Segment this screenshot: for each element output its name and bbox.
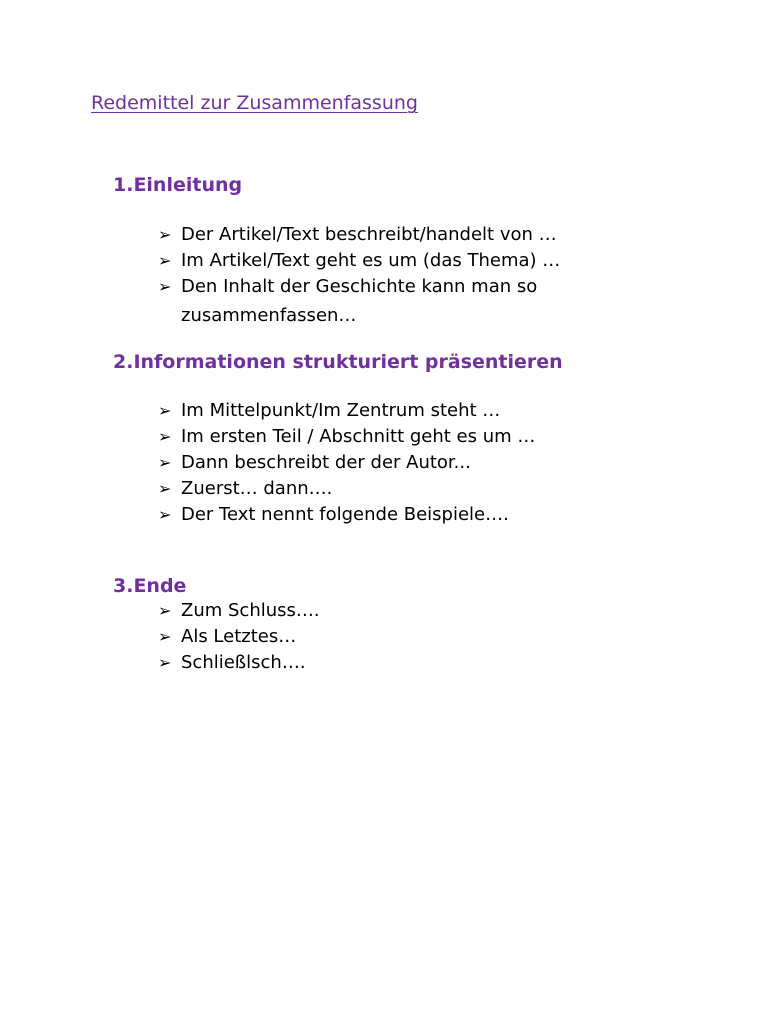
list-item-text: Im Mittelpunkt/Im Zentrum steht … (181, 400, 501, 421)
list-item (158, 274, 560, 332)
bullet-list-einleitung (158, 222, 560, 332)
arrow-bullet-icon: ➢ (158, 653, 172, 672)
list-item-text: Zuerst… dann…. (181, 478, 333, 499)
list-item-text: Der Artikel/Text beschreibt/handelt von … (181, 224, 557, 245)
arrow-bullet-icon: ➢ (158, 453, 172, 472)
arrow-bullet-icon: ➢ (158, 277, 172, 296)
arrow-bullet-icon: ➢ (158, 427, 172, 446)
arrow-bullet-icon: ➢ (158, 505, 172, 524)
arrow-bullet-icon: ➢ (158, 627, 172, 646)
list-item (158, 398, 535, 424)
list-item (158, 502, 535, 528)
section-heading-einleitung: 1.Einleitung (113, 174, 243, 196)
list-item-text: Zum Schluss…. (181, 600, 320, 621)
section-heading-ende: 3.Ende (113, 575, 187, 597)
list-item-continuation: zusammenfassen… (181, 305, 357, 326)
list-item-text: Den Inhalt der Geschichte kann man so (181, 276, 538, 297)
list-item (158, 222, 560, 248)
list-item (158, 650, 320, 676)
arrow-bullet-icon: ➢ (158, 479, 172, 498)
list-item (158, 424, 535, 450)
list-item (158, 450, 535, 476)
list-item (158, 476, 535, 502)
list-item-text: Im Artikel/Text geht es um (das Thema) … (181, 250, 561, 271)
list-item (158, 598, 320, 624)
list-item-text: Schließlsch…. (181, 652, 306, 673)
page-title: Redemittel zur Zusammenfassung (91, 92, 418, 114)
bullet-list-ende (158, 598, 320, 676)
list-item-text: Als Letztes… (181, 626, 297, 647)
arrow-bullet-icon: ➢ (158, 401, 172, 420)
list-item-text: Der Text nennt folgende Beispiele…. (181, 504, 509, 525)
section-heading-informationen: 2.Informationen strukturiert präsentieren (113, 351, 563, 373)
list-item (158, 248, 560, 274)
list-item-text: Dann beschreibt der der Autor... (181, 452, 471, 473)
arrow-bullet-icon: ➢ (158, 225, 172, 244)
arrow-bullet-icon: ➢ (158, 251, 172, 270)
arrow-bullet-icon: ➢ (158, 601, 172, 620)
list-item-text: Im ersten Teil / Abschnitt geht es um … (181, 426, 536, 447)
bullet-list-informationen (158, 398, 535, 528)
list-item (158, 624, 320, 650)
